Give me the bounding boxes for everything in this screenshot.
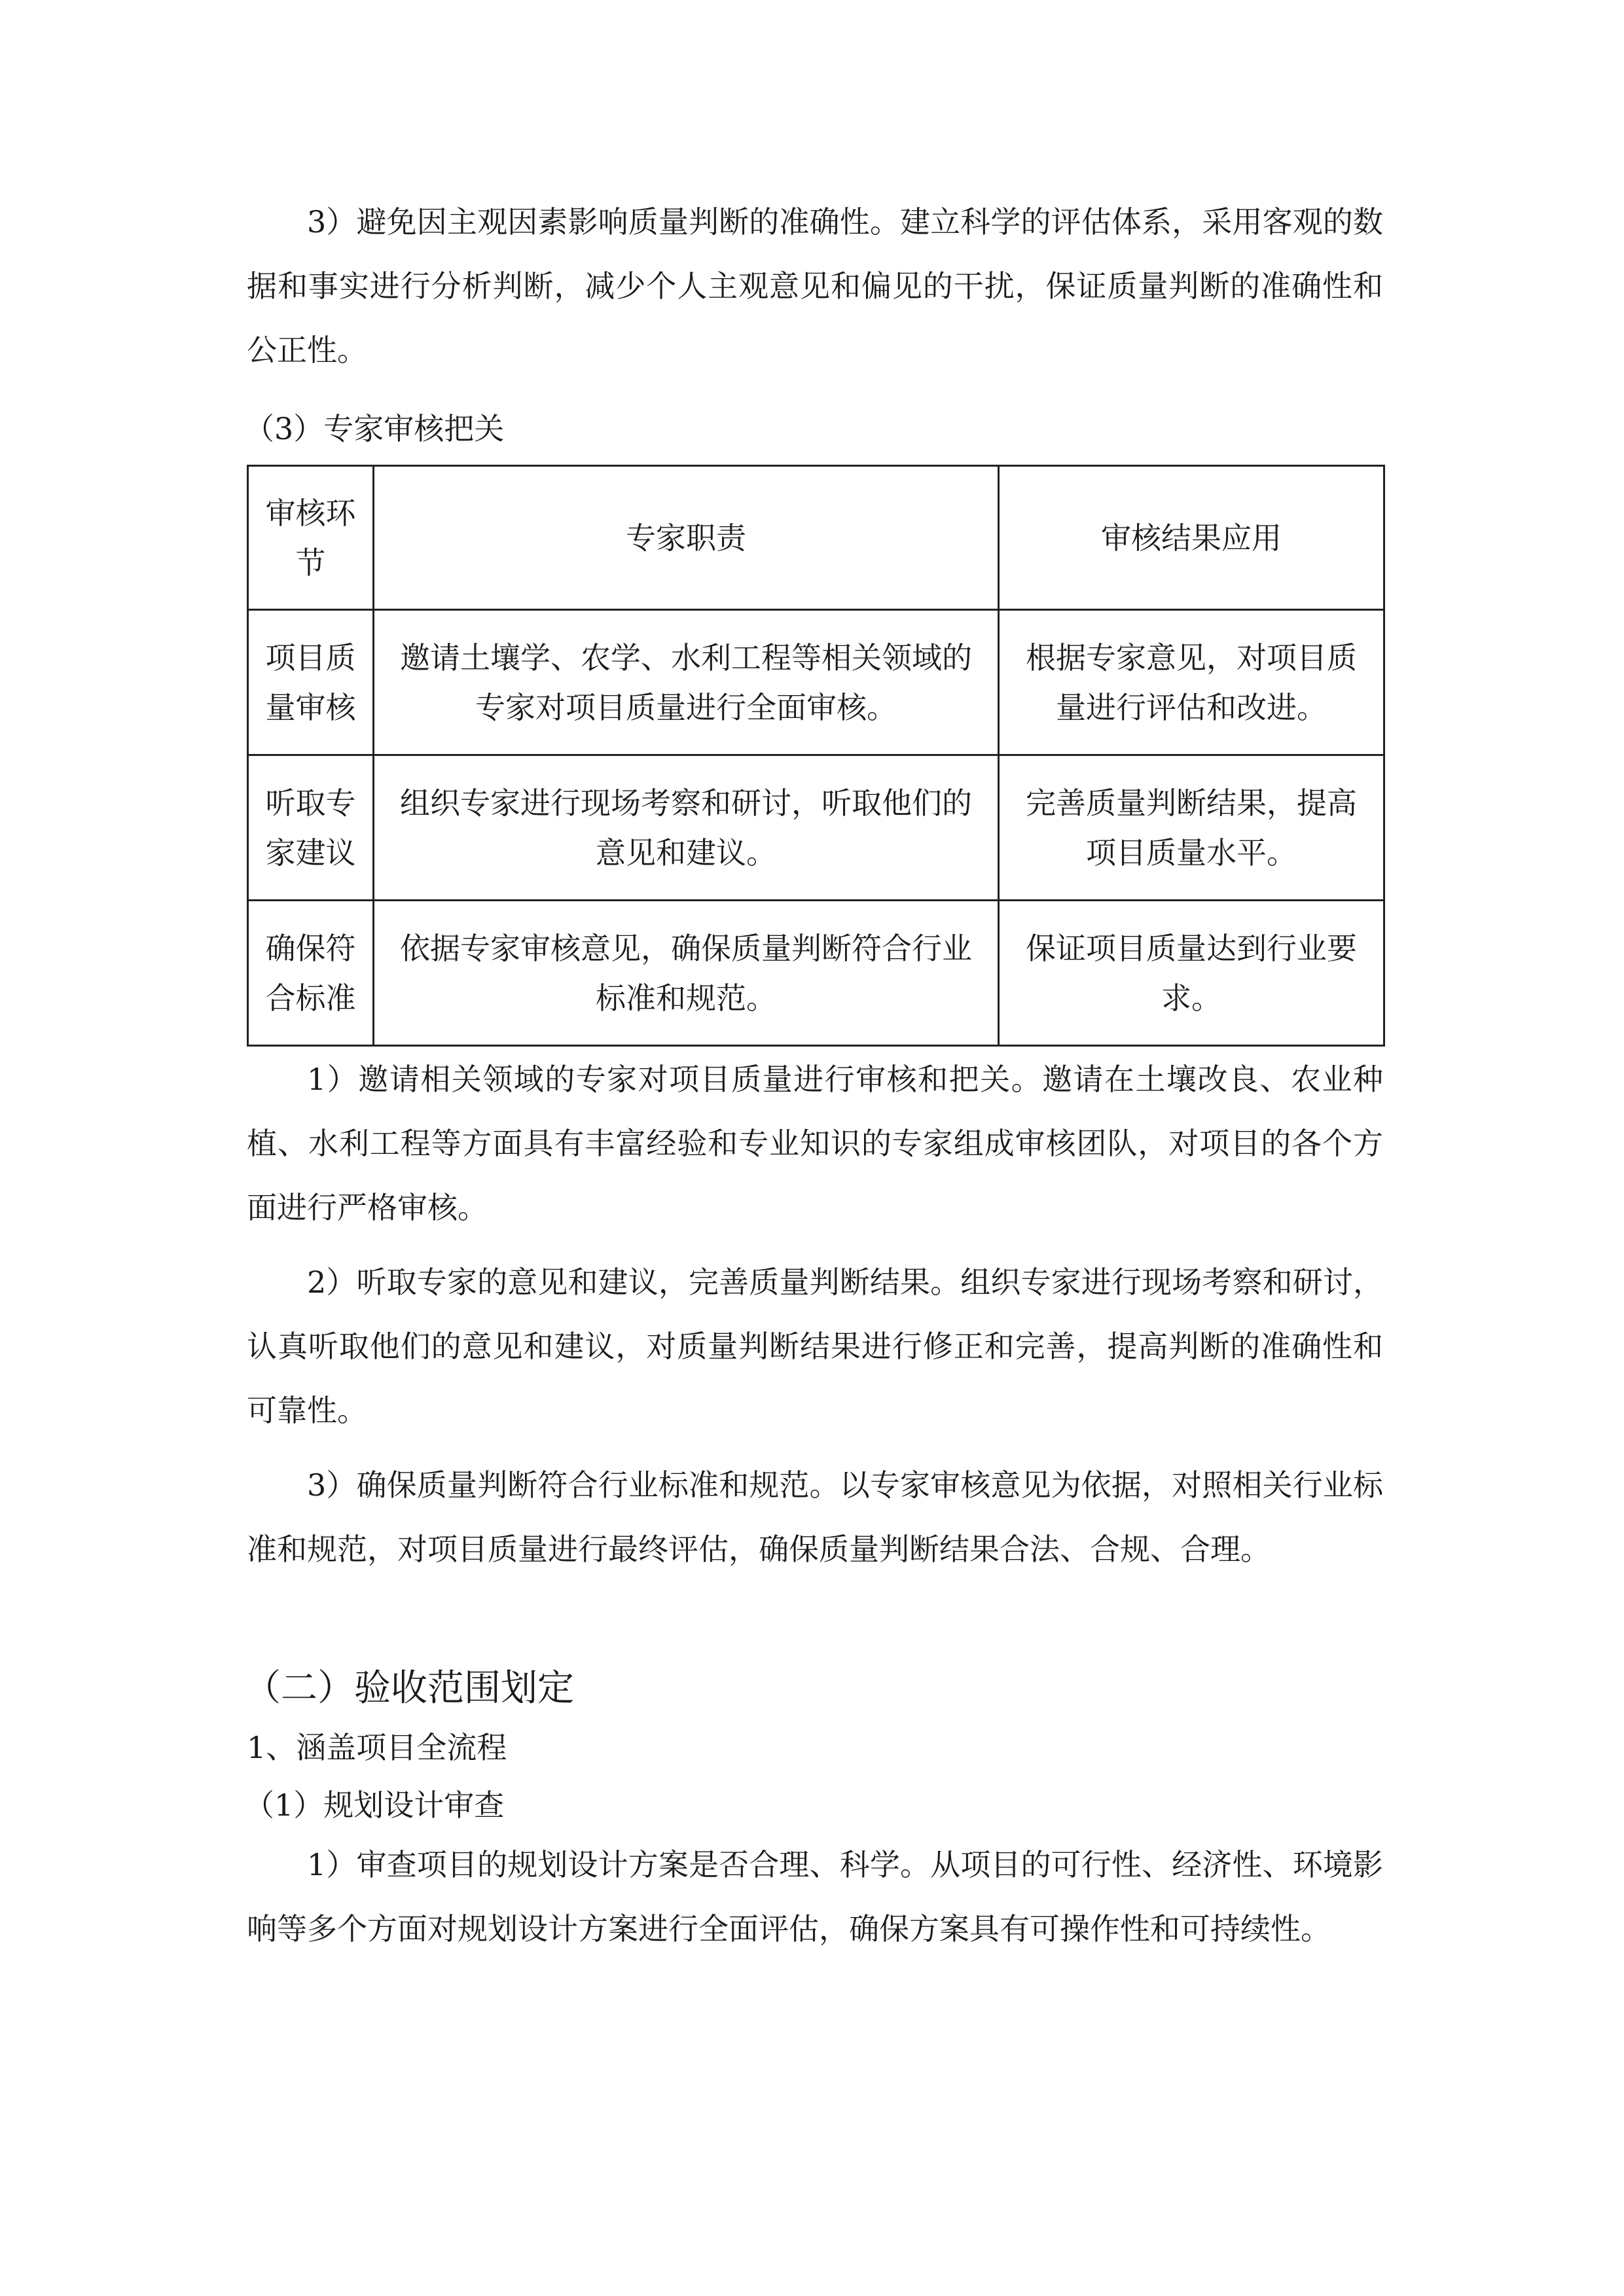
table-row [248,755,1384,901]
table-row [248,610,1384,755]
table-cell: 邀请土壤学、农学、水利工程等相关领域的专家对项目质量进行全面审核。 [374,610,999,755]
table-header-cell: 专家职责 [374,466,999,610]
paragraph-planning-review: 1）审查项目的规划设计方案是否合理、科学。从项目的可行性、经济性、环境影响等多个方面对规划设计方案进行全面评估，确保方案具有可操作性和可持续性。 [247,1847,1383,1946]
table-cell: 完善质量判断结果，提高项目质量水平。 [999,755,1384,901]
table-row [248,901,1384,1046]
paragraph-listen-experts: 2）听取专家的意见和建议，完善质量判断结果。组织专家进行现场考察和研讨，认真听取他们的意见和建议，对质量判断结果进行修正和完善，提高判断的准确性和可靠性。 [247,1265,1383,1428]
table-cell: 保证项目质量达到行业要求。 [999,901,1384,1046]
subsection-title: 1、涵盖项目全流程 [247,1730,507,1765]
table-cell: 确保符合标准 [248,901,374,1046]
paragraph-objectivity: 3）避免因主观因素影响质量判断的准确性。建立科学的评估体系，采用客观的数据和事实进行分析判断，减少个人主观意见和偏见的干扰，保证质量判断的准确性和公正性。 [247,204,1383,368]
section-title: （二）验收范围划定 [244,1667,574,1710]
paragraph-invite-experts: 1）邀请相关领域的专家对项目质量进行审核和把关。邀请在土壤改良、农业种植、水利工程等方面具有丰富经验和专业知识的专家组成审核团队，对项目的各个方面进行严格审核。 [247,1062,1383,1225]
table-header-cell: 审核结果应用 [999,466,1384,610]
table-cell: 根据专家意见，对项目质量进行评估和改进。 [999,610,1384,755]
table-cell: 依据专家审核意见，确保质量判断符合行业标准和规范。 [374,901,999,1046]
table-header-cell: 审核环节 [248,466,374,610]
subheading-planning-review: （1）规划设计审查 [244,1787,505,1823]
paragraph-standards: 3）确保质量判断符合行业标准和规范。以专家审核意见为依据，对照相关行业标准和规范，对项目质量进行最终评估，确保质量判断结果合法、合规、合理。 [247,1467,1383,1567]
subheading-expert-review: （3）专家审核把关 [244,411,505,446]
expert-review-table [247,465,1385,1047]
table-cell: 项目质量审核 [248,610,374,755]
table-cell: 组织专家进行现场考察和研讨，听取他们的意见和建议。 [374,755,999,901]
table-header-row [248,466,1384,610]
table-cell: 听取专家建议 [248,755,374,901]
